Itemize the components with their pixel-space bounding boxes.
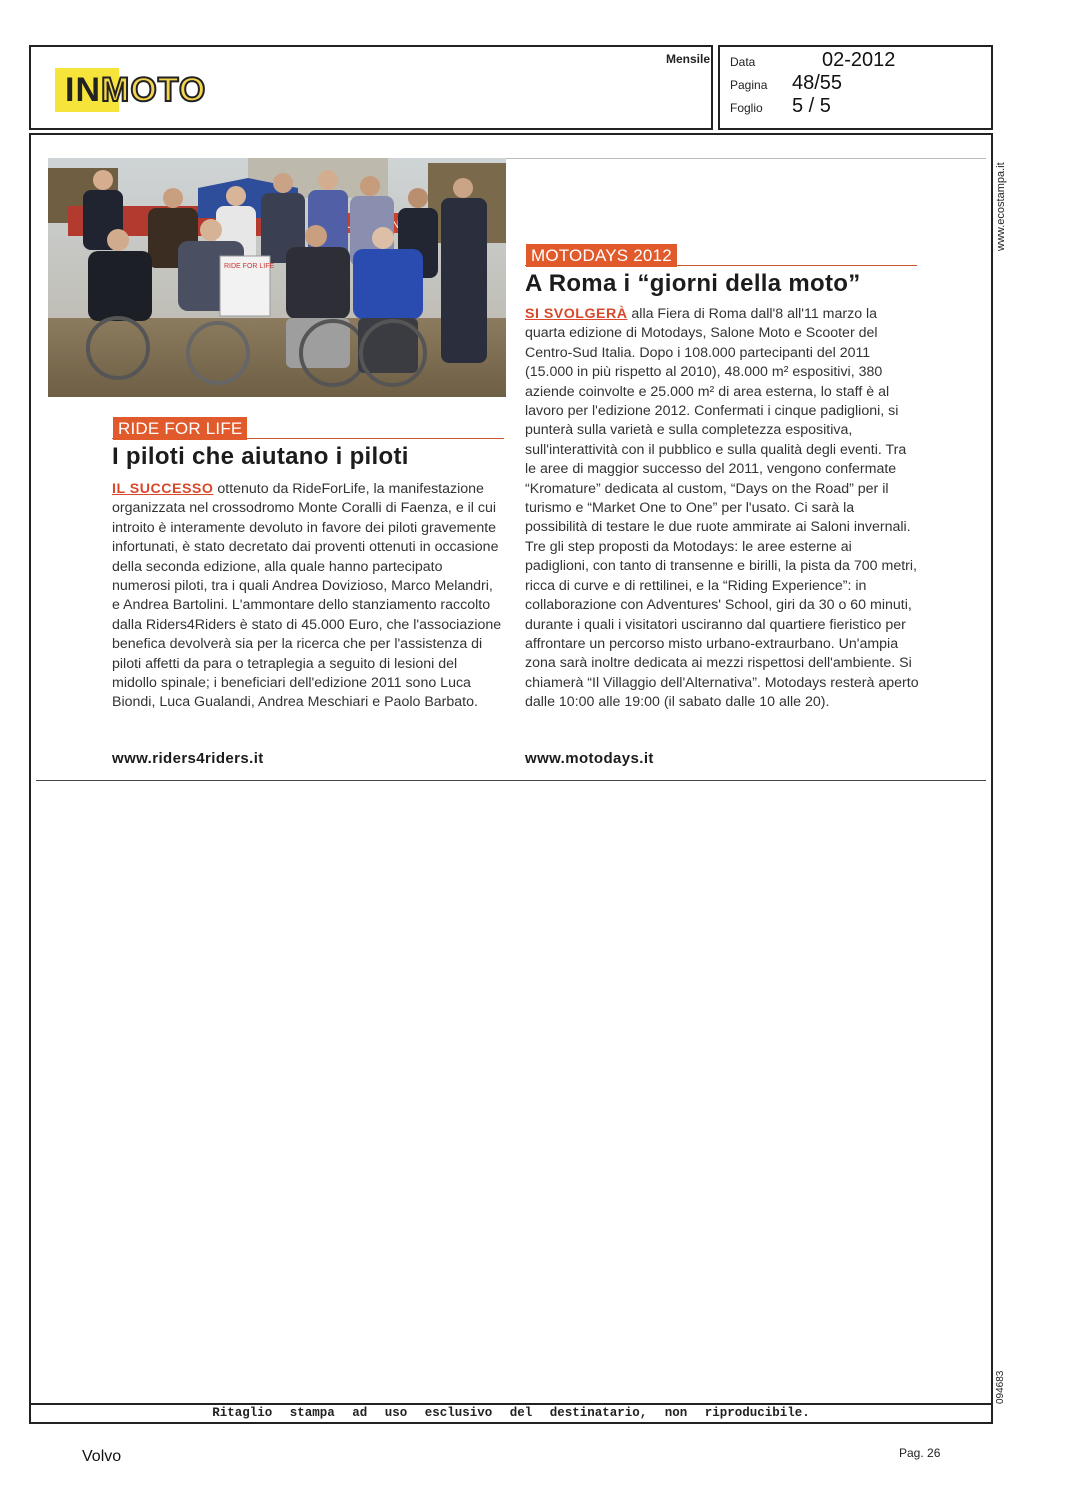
right-url[interactable]: www.motodays.it xyxy=(525,750,654,767)
left-headline: I piloti che aiutano i piloti xyxy=(112,443,409,470)
left-body xyxy=(112,480,504,713)
side-code-text: 094683 xyxy=(995,1370,1006,1404)
right-headline: A Roma i “giorni della moto” xyxy=(525,270,861,297)
side-website xyxy=(993,145,1013,255)
page-value: 48/55 xyxy=(792,72,843,94)
side-code xyxy=(993,1366,1013,1406)
logo-text-moto: MOTO xyxy=(101,71,207,109)
left-body-text: ottenuto da RideForLife, la manifestazione organizzata nel crossodromo Monte Coralli di Faenza, e il cui introito è interamente devoluto in favore dei piloti gravemente infortunati, è stato decretato dai proventi ottenuti in occasione della seconda edizione, alla quale hanno partecipato numerosi piloti, tra i quali Andrea Dovizioso, Marco Melandri, e Andrea Bartolini. L'ammontare dello stanziamento raccolto dalla Riders4Riders è stato di 45.000 Euro, che l'associazione benefica devolverà sia per la ricerca che per l'assistenza di piloti affetti da para o tetraplegia a seguito di lesioni del midollo spinale; i beneficiari dell'edizione 2011 sono Luca Biondi, Luca Gualandi, Andrea Meschiari e Paolo Barbato. xyxy=(112,481,502,711)
side-website-text: www.ecostampa.it xyxy=(995,162,1007,251)
left-lead: IL SUCCESSO xyxy=(112,481,214,497)
shirt-text: RIDE FOR LIFE xyxy=(224,263,275,270)
sheet-value: 5 / 5 xyxy=(792,95,831,117)
logo-text-in: IN xyxy=(65,71,101,109)
client-name: Volvo xyxy=(82,1448,122,1465)
group-photo-illustration xyxy=(48,158,506,397)
top-divider xyxy=(506,158,986,159)
right-body-text: alla Fiera di Roma dall'8 all'11 marzo la quarta edizione di Motodays, Salone Moto e Scooter del Centro-Sud Italia. Dopo i 108.000 partecipanti del 2011 (15.000 in più rispetto al 2010), 48.000 m² espositivi, 380 aziende coinvolte e 25.000 m² di area esterna, lo staff è al lavoro per l'edizione 2012. Confermati i cinque padiglioni, si punterà sulla varietà e sulla completezza espositiva, sull'interattività con il pubblico e sulla qualità degli eventi. Tra le aree di maggior successo del 2011, vengono confermate “Kromature” dedicata al custom, “Days on the Road” per il turismo e “Market One to One” per l'usato. Ci sarà la possibilità di testare le due ruote ammirate ai Saloni invernali. Tre gli step proposti da Motodays: le aree esterne ai padiglioni, con tanto di transenne e birilli, la pista da 700 metri, ricca di curve e di rettilinei, e la “Riding Experience”: in collaborazione con Adventures' School, giri da 30 o 60 minuti, durante i quali i visitatori usciranno dal quartiere fieristico per affrontare un percorso misto urbano-extraurbano. Un'ampia zona sarà inoltre dedicata ai mezzi rispettosi dell'ambiente. Si chiamerà “Il Villaggio dell'Alternativa”. Motodays resterà aperto dalle 10:00 alle 19:00 (il sabato dalle 10 alle 20). xyxy=(525,306,919,711)
left-kicker: RIDE FOR LIFE xyxy=(113,417,247,440)
page-number: Pag. 26 xyxy=(899,1446,941,1460)
right-lead: SI SVOLGERÀ xyxy=(525,306,628,322)
articles-bottom-rule xyxy=(36,780,986,781)
inmoto-logo xyxy=(55,68,267,112)
date-value: 02-2012 xyxy=(822,49,896,71)
page-label: Pagina xyxy=(730,78,768,92)
right-kicker: MOTODAYS 2012 xyxy=(526,244,677,267)
disclaimer: Ritaglio stampa ad uso esclusivo del destinatario, non riproducibile. xyxy=(212,1406,810,1420)
frequency-label: Mensile xyxy=(666,52,711,66)
group-photo xyxy=(48,158,506,397)
left-url[interactable]: www.riders4riders.it xyxy=(112,750,264,767)
date-label: Data xyxy=(730,55,756,69)
sheet-label: Foglio xyxy=(730,101,763,115)
logo-text xyxy=(65,72,206,108)
right-body xyxy=(525,305,919,713)
